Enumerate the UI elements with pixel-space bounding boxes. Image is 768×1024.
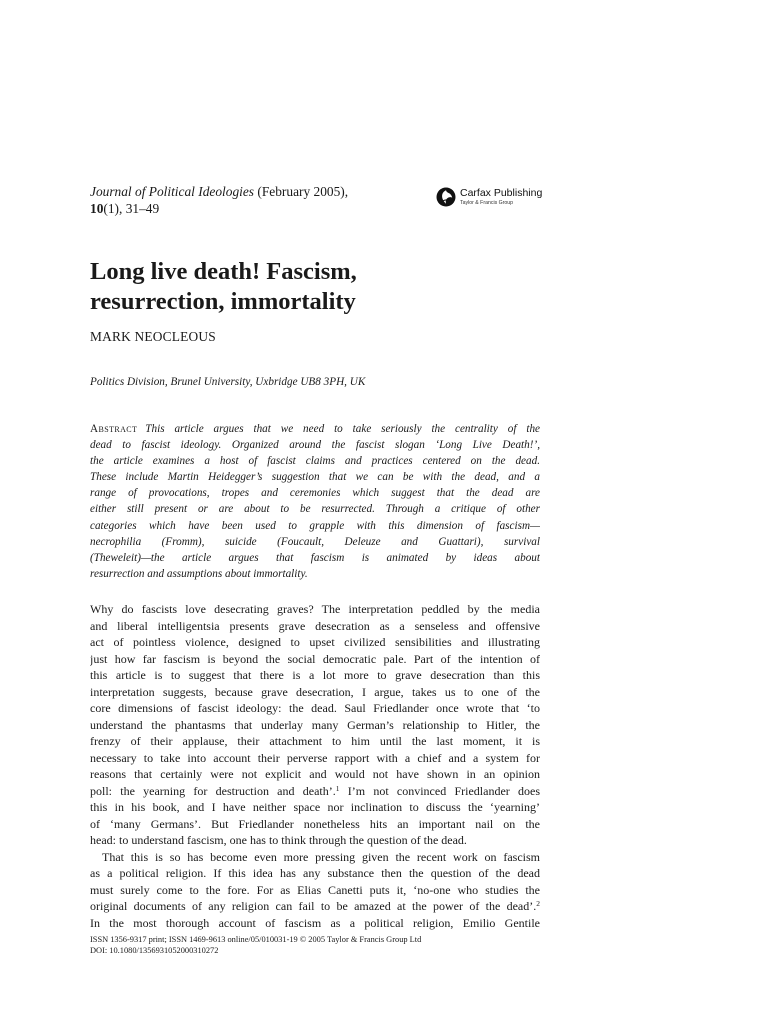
abstract-line: Abstract This article argues that we need to take seriously the centrality of the — [90, 423, 540, 435]
paragraph — [90, 601, 540, 849]
abstract — [90, 421, 540, 582]
journal-date: (February 2005), — [254, 184, 349, 199]
body-line: That this is so has become even more pressing given the recent work on fascism — [102, 849, 540, 864]
abstract-line: (Theweleit)—the article argues that fascism is animated by ideas about — [90, 551, 540, 564]
abstract-label: Abstract — [90, 423, 138, 435]
body-line: this article is to suggest that there is a lot more to grave desecration than this — [90, 668, 540, 682]
article-title — [90, 257, 540, 317]
journal-name: Journal of Political Ideologies — [90, 184, 255, 199]
body-line: reasons that certainly were not explicit and would not have shown in an opinion — [90, 767, 540, 781]
doi-line: DOI: 10.1080/1356931052000310272 — [90, 946, 219, 955]
abstract-line: resurrection and assumptions about immortality. — [90, 567, 308, 580]
body-line: just how far fascism is beyond the social democratic pale. Part of the intention of — [90, 651, 540, 666]
body-line: act of pointless violence, designed to upset civilized sensibilities and illustrating — [90, 635, 540, 649]
body-line: Why do fascists love desecrating graves? The interpretation peddled by the media — [90, 602, 540, 616]
body-line: poll: the yearning for destruction and death’.$^1$ I’m not convinced Friedlander does — [90, 783, 540, 798]
issn-line: ISSN 1356-9317 print; ISSN 1469-9613 online/05/010031-19 © 2005 Taylor & Francis Group Ltd — [90, 935, 422, 944]
paragraph — [90, 849, 540, 932]
abstract-line: the article examines a host of fascist claims and practices centered on the dead. — [90, 455, 540, 468]
footnote-ref[interactable]: 1 — [335, 783, 340, 793]
body-line: and liberal intelligentsia presents grave desecration as a senseless and offensive — [90, 618, 540, 633]
abstract-line: range of provocations, tropes and ceremonies which suggest that the dead are — [90, 487, 540, 500]
publisher-logo — [436, 186, 546, 214]
body-line: head: to understand fascism, one has to think through the question of the dead. — [90, 833, 467, 847]
carfax-logo-icon — [436, 187, 456, 207]
abstract-line: dead to fascist ideology. Organized around the fascist slogan ‘Long Live Death!’, — [90, 439, 540, 452]
abstract-line: necrophilia (Fromm), suicide (Foucault, Deleuze and Guattari), survival — [90, 535, 540, 548]
abstract-line: These include Martin Heidegger’s suggestion that we can be with the dead, and a — [90, 471, 540, 484]
body-line: interpretation suggests, because grave desecration, I argue, takes us to one of the — [90, 684, 540, 699]
title-line: Long live death! Fascism, — [90, 258, 357, 285]
body-line: core dimensions of fascist ideology: the dead. Saul Friedlander once wrote that ‘to — [90, 701, 540, 715]
body-line: as a political religion. If this idea has any substance then the question of the dead — [90, 866, 540, 880]
journal-issue-pages: (1), 31–49 — [103, 201, 160, 216]
article-first-page — [90, 0, 543, 1024]
publisher-group: Taylor & Francis Group — [460, 200, 514, 206]
abstract-line: either still present or are about to be resurrected. Through a critique of other — [90, 503, 540, 516]
body-line: understand the phantasms that underlay many German’s relationship to Hitler, the — [90, 717, 540, 732]
author-name: MARK NEOCLEOUS — [90, 329, 216, 344]
publisher-name: Carfax Publishing — [460, 187, 543, 199]
body-line: frenzy of their applause, their attachment to him until the last moment, it is — [90, 734, 540, 748]
page-footer — [90, 934, 540, 956]
footnote-ref[interactable]: 2 — [536, 899, 540, 908]
body-line: necessary to take into account their perverse rapport with a chief and a system for — [90, 750, 540, 765]
body-line: of ‘many Germans’. But Friedlander nonetheless hits an important nail on the — [90, 816, 540, 831]
body-line: this in his book, and I have neither space nor inclination to discuss the ‘yearning’ — [90, 800, 540, 814]
abstract-line: categories which have been used to grapple with this dimension of fascism— — [90, 519, 540, 532]
author-affiliation: Politics Division, Brunel University, Uxbridge UB8 3PH, UK — [90, 376, 366, 388]
body-text — [90, 601, 540, 931]
journal-volume: 10 — [90, 201, 104, 216]
body-line: In the most thorough account of fascism as a political religion, Emilio Gentile — [90, 915, 540, 930]
title-line: resurrection, immortality — [90, 288, 356, 315]
body-line: original documents of any religion can fail to be amazed at the power of the dead’.$^2$ — [90, 899, 540, 913]
body-line: must surely come to the fore. For as Elias Canetti puts it, ‘no-one who studies the — [90, 882, 540, 897]
